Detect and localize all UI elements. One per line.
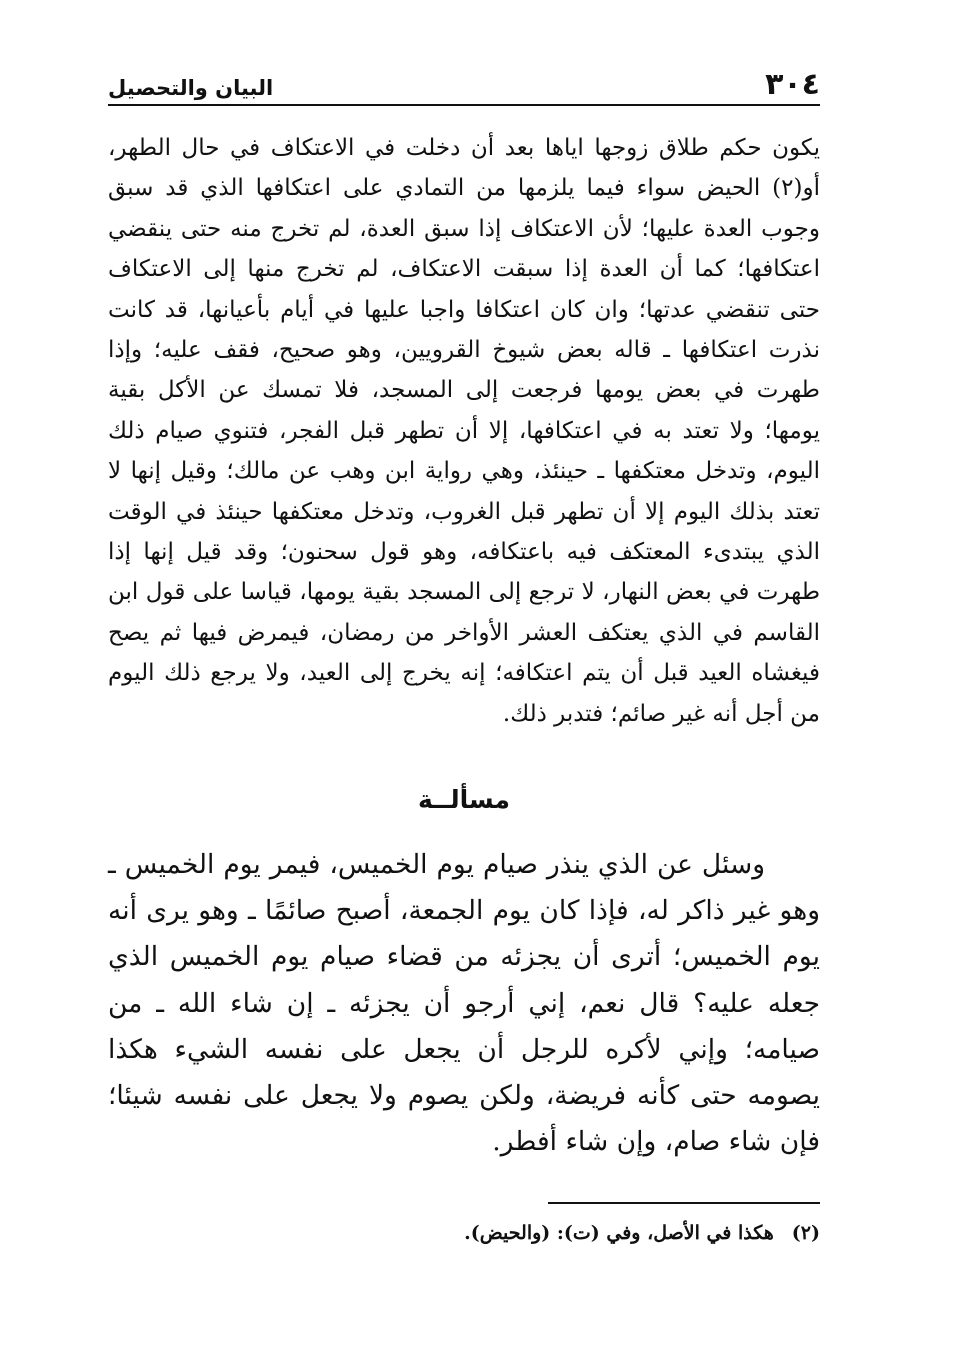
question-text <box>108 842 820 1165</box>
footnote-marker: (٢) <box>791 1222 820 1244</box>
question-paragraph: وسئل عن الذي ينذر صيام يوم الخميس، فيمر يوم الخميس ـ وهو غير ذاكر له، فإذا كان يوم الجمعة، أصبح صائمًا ـ وهو يرى أنه يوم الخميس؛ أترى أن يجزئه من قضاء صيام يوم الخميس الذي جعله عليه؟ قال نعم، إني أرجو أن يجزئه ـ إن شاء الله ـ من صيامه؛ وإني لأكره للرجل أن يجعل على نفسه الشيء هكذا يصومه حتى كأنه فريضة، ولكن يصوم ولا يجعل على نفسه شيئا؛ فإن شاء صام، وإن شاء أفطر. <box>108 849 820 1158</box>
footnote-text: هكذا في الأصل، وفي (ت): (والحيض). <box>464 1222 774 1244</box>
section-heading: مسألــة <box>418 785 510 814</box>
footnote <box>108 1218 820 1248</box>
page-number: ٣٠٤ <box>765 67 820 102</box>
footnote-divider <box>548 1202 820 1204</box>
main-paragraph: يكون حكم طلاق زوجها اياها بعد أن دخلت في الاعتكاف في حال الطهر، أو(٢) الحيض سواء فيما يلزمها من التمادي على اعتكافها الذي قد سبق وجوب العدة عليها؛ لأن الاعتكاف إذا سبق العدة، لم تخرج منه حتى ينقضي اعتكافها؛ كما أن العدة إذا سبقت الاعتكاف، لم تخرج منها إلى الاعتكاف حتى تنقضي عدتها؛ وان كان اعتكافا واجبا عليها في أيام بأعيانها، قد كانت نذرت اعتكافها ـ قاله بعض شيوخ القرويين، وهو صحيح، فقف عليه؛ وإذا طهرت في بعض يومها فرجعت إلى المسجد، فلا تمسك عن الأكل بقية يومها؛ ولا تعتد به في اعتكافها، إلا أن تطهر قبل الفجر، فتنوي صيام ذلك اليوم، وتدخل معتكفها ـ حينئذ، وهي رواية ابن وهب عن مالك؛ وقيل إنها لا تعتد بذلك اليوم إلا أن تطهر قبل الغروب، وتدخل معتكفها حينئذ في الوقت الذي يبتدىء المعتكف فيه باعتكافه، وهو قول سحنون؛ وقد قيل إنها إذا طهرت في بعض النهار، لا ترجع إلى المسجد بقية يومها، قياسا على قول ابن القاسم في الذي يعتكف العشر الأواخر من رمضان، فيمرض فيها ثم يصح فيغشاه العيد قبل أن يتم اعتكافه؛ إنه يخرج إلى العيد، ولا يرجع ذلك اليوم من أجل أنه غير صائم؛ فتدبر ذلك. <box>108 135 820 727</box>
book-title: البيان والتحصيل <box>108 76 274 100</box>
running-header <box>108 62 820 102</box>
main-text <box>108 128 820 734</box>
header-divider <box>108 104 820 106</box>
